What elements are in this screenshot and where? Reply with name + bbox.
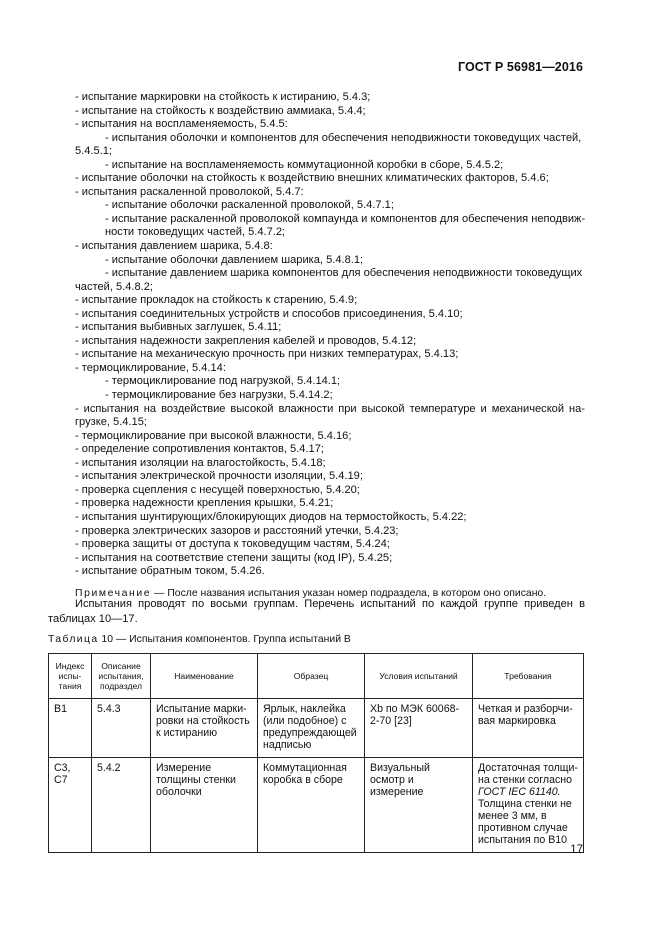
cell-section: 5.4.3: [92, 699, 151, 758]
page-number: 17: [570, 844, 583, 856]
col-header-sample: Образец: [258, 654, 365, 699]
list-item: частей, 5.4.8.2;: [75, 280, 153, 293]
list-item: - испытания соединительных устройств и способов присоединения, 5.4.10;: [75, 307, 463, 320]
col-header-name: Наименование: [151, 654, 258, 699]
list-item: - испытания на воздействие высокой влажности при высокой температуре и механической на-: [75, 402, 585, 415]
list-item: - испытания электрической прочности изоляции, 5.4.19;: [75, 470, 363, 483]
cell-name: Измерение толщины стенки оболочки: [151, 758, 258, 853]
list-item: - испытание обратным током, 5.4.26.: [75, 565, 265, 578]
list-item: - испытание оболочки давлением шарика, 5.4.8.1;: [105, 253, 364, 266]
requirements-standard-ref: ГОСТ IEC 61140.: [478, 786, 561, 798]
cell-sample: Ярлык, наклейка (или подобное) с предупреждающей надписью: [258, 699, 365, 758]
col-header-section: Описание испытания, подраздел: [92, 654, 151, 699]
list-item: - испытание маркировки на стойкость к истиранию, 5.4.3;: [75, 91, 371, 103]
cell-conditions: Xb по МЭК 60068-2-70 [23]: [365, 699, 473, 758]
list-item: - испытания на воспламеняемость, 5.4.5:: [75, 118, 288, 131]
list-item: - испытание прокладок на стойкость к старению, 5.4.9;: [75, 294, 358, 307]
list-item: - проверка защиты от доступа к токоведущим частям, 5.4.24;: [75, 538, 390, 551]
list-item: - испытание раскаленной проволокой компаунда и компонентов для обеспечения неподвиж-: [105, 212, 586, 225]
table-header-row: [49, 654, 584, 699]
cell-conditions: Визуальный осмотр и измерение: [365, 758, 473, 853]
table-row: [49, 699, 584, 758]
list-item: - термоциклирование, 5.4.14:: [75, 361, 226, 374]
cell-index: C3, C7: [49, 758, 92, 853]
cell-index: B1: [49, 699, 92, 758]
list-item: - испытание оболочки на стойкость к воздействию внешних климатических факторов, 5.4.6;: [75, 172, 549, 185]
list-item: 5.4.5.1;: [75, 145, 113, 158]
list-item: - испытание на механическую прочность при низких температурах, 5.4.13;: [75, 348, 459, 361]
table-caption-label: Таблица: [48, 634, 99, 645]
list-item: - термоциклирование при высокой влажности, 5.4.16;: [75, 429, 352, 442]
list-item: - испытание на стойкость к воздействию аммиака, 5.4.4;: [75, 104, 366, 117]
list-item: - определение сопротивления контактов, 5.4.17;: [75, 443, 324, 456]
cell-sample: Коммутационная коробка в сборе: [258, 758, 365, 853]
list-item: - проверка надежности крепления крышки, 5.4.21;: [75, 497, 334, 510]
list-item: - испытание оболочки раскаленной проволокой, 5.4.7.1;: [105, 199, 394, 212]
cell-requirements: [473, 758, 584, 853]
col-header-conditions: Условия испытаний: [365, 654, 473, 699]
note-label: Примечание: [75, 587, 152, 599]
list-item: - проверка сцепления с несущей поверхностью, 5.4.20;: [75, 483, 360, 496]
test-list: [75, 91, 585, 600]
list-item: - проверка электрических зазоров и расстояний утечки, 5.4.23;: [75, 524, 399, 537]
list-item: - испытания давлением шарика, 5.4.8:: [75, 240, 273, 253]
list-item: - испытания шунтирующих/блокирующих диодов на термостойкость, 5.4.22;: [75, 510, 467, 523]
list-item: - испытания надежности закрепления кабелей и проводов, 5.4.12;: [75, 334, 417, 347]
list-item: - испытания на соответствие степени защиты (код IP), 5.4.25;: [75, 551, 393, 564]
table-caption: [48, 634, 351, 645]
list-item: - испытания оболочки и компонентов для обеспечения неподвижности токоведущих частей,: [105, 131, 582, 144]
list-item: грузке, 5.4.15;: [75, 416, 147, 429]
cell-requirements: Четкая и разборчи-вая маркировка: [473, 699, 584, 758]
col-header-index: Индекс испы-тания: [49, 654, 92, 699]
table-caption-text: 10 — Испытания компонентов. Группа испытаний B: [98, 634, 351, 645]
list-item: - испытание на воспламеняемость коммутационной коробки в сборе, 5.4.5.2;: [105, 158, 504, 171]
cell-name: Испытание марки-ровки на стойкость к истиранию: [151, 699, 258, 758]
list-item: - испытание давлением шарика компонентов для обеспечения неподвижности токоведущих: [105, 267, 583, 280]
list-item: - испытания изоляции на влагостойкость, 5.4.18;: [75, 456, 326, 469]
list-item: - испытания выбивных заглушек, 5.4.11;: [75, 321, 282, 334]
list-item: - термоциклирование без нагрузки, 5.4.14.2;: [105, 389, 333, 402]
cell-section: 5.4.2: [92, 758, 151, 853]
groups-paragraph: Испытания проводят по восьми группам. Перечень испытаний по каждой группе приведен в таблицах 10—17.: [48, 598, 585, 625]
requirements-text-a: Достаточная толщи-на стенки согласно: [478, 762, 578, 786]
standard-number: ГОСТ Р 56981—2016: [457, 60, 583, 74]
table-row: [49, 758, 584, 853]
components-test-table: [48, 653, 584, 853]
note-text: — После названия испытания указан номер подраздела, в котором оно описано.: [151, 587, 547, 599]
list-item: ности токоведущих частей, 5.4.7.2;: [105, 226, 286, 239]
list-item: - испытания раскаленной проволокой, 5.4.7:: [75, 185, 304, 198]
requirements-text-b: Толщина стенки не менее 3 мм, в противном случае испытания по B10: [478, 798, 572, 846]
col-header-requirements: Требования: [473, 654, 584, 699]
list-item: - термоциклирование под нагрузкой, 5.4.14.1;: [105, 375, 341, 388]
